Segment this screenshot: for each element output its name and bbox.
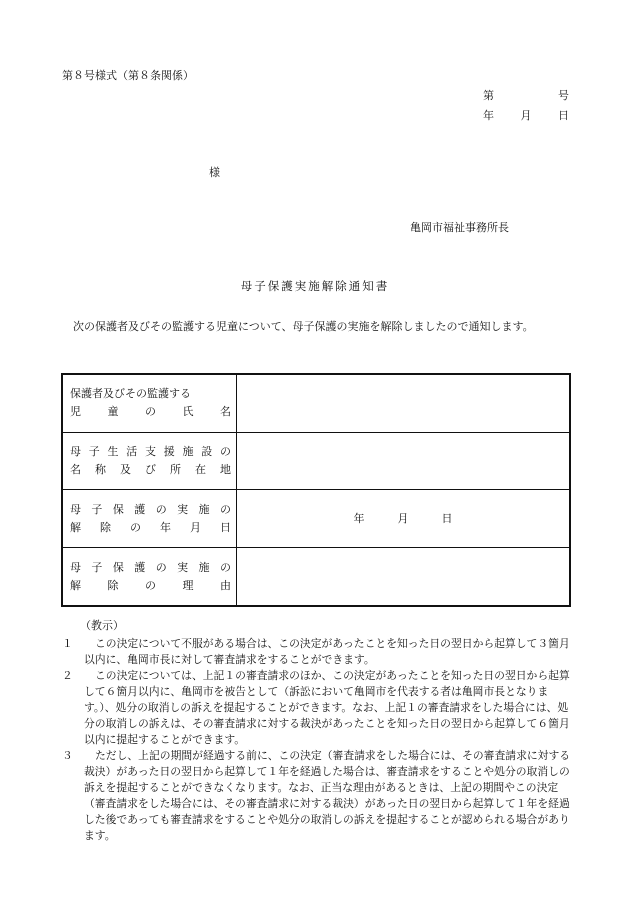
row-label-char: 名 xyxy=(70,463,81,477)
row-label-char: の xyxy=(219,560,231,574)
row-label-char: の xyxy=(130,520,141,534)
notice-heading: （教示） xyxy=(80,619,124,632)
row-label-char: 保 xyxy=(112,502,124,516)
row-label-char: 設 xyxy=(201,445,213,459)
date-year: 年 xyxy=(483,109,494,122)
table-row xyxy=(62,548,570,606)
row-label-char: の xyxy=(155,502,167,516)
row-label-char: 日 xyxy=(220,520,231,534)
row-label-char: 在 xyxy=(195,463,206,477)
row-label-line xyxy=(70,577,231,595)
row-label-char: 児 xyxy=(70,405,81,419)
row-label-char: 支 xyxy=(145,445,156,459)
row-label-char: 月 xyxy=(190,520,201,534)
notice-item-number: １ xyxy=(62,637,73,650)
table-row xyxy=(62,374,570,432)
row-label-char: 地 xyxy=(220,463,231,477)
document-number-line xyxy=(483,88,569,105)
number-suffix: 号 xyxy=(558,89,569,102)
row-label-char: 除 xyxy=(107,578,119,592)
row-value[interactable] xyxy=(237,374,571,432)
row-label-char: 実 xyxy=(177,502,189,516)
notice-item-number: ２ xyxy=(62,669,73,682)
row-label-char: 由 xyxy=(220,578,231,592)
notice-list xyxy=(62,636,574,844)
number-prefix: 第 xyxy=(483,89,494,102)
row-label-char: の xyxy=(219,502,231,516)
row-label-line xyxy=(70,403,231,421)
notice-item xyxy=(62,668,574,748)
row-label-char: 母 xyxy=(70,502,81,516)
row-label-line xyxy=(70,559,231,577)
row-label-char: 年 xyxy=(160,520,171,534)
row-label-char: 保護者及びその監護する xyxy=(70,387,191,401)
addressee-honorific: 様 xyxy=(209,166,220,179)
table-row xyxy=(62,490,570,548)
row-label xyxy=(62,490,237,548)
row-label-char: 氏 xyxy=(182,405,194,419)
row-label-char: の xyxy=(145,405,156,419)
row-label-char: の xyxy=(220,445,231,459)
row-label-char: 母 xyxy=(70,560,81,574)
row-value[interactable] xyxy=(237,432,571,490)
row-label-line xyxy=(70,501,231,519)
row-label-char: 生 xyxy=(107,445,119,459)
row-label-line xyxy=(70,443,231,461)
notice-item-text: この決定について不服がある場合は、この決定があったことを知った日の翌日から起算して３箇月以内に、亀岡市長に対して審査請求をすることができます。 xyxy=(84,637,570,666)
row-value[interactable] xyxy=(237,548,571,606)
row-label-char: 童 xyxy=(107,405,119,419)
row-label xyxy=(62,548,237,606)
row-label xyxy=(62,432,237,490)
form-id: 第８号様式（第８条関係） xyxy=(62,69,194,82)
notice-item-number: ３ xyxy=(62,749,73,762)
row-label-char: 解 xyxy=(70,520,81,534)
table-row xyxy=(62,432,570,490)
row-label-char: 保 xyxy=(112,560,124,574)
row-label xyxy=(62,374,237,432)
row-label-line xyxy=(70,461,231,479)
date-month: 月 xyxy=(520,109,532,122)
notice-item-text: ただし、上記の期間が経過する前に、この決定（審査請求をした場合には、その審査請求に対する裁決）があった日の翌日から起算して１年を経過した場合は、審査請求をすることや処分の取消しの訴えを提起することができなくなります。なお、正当な理由があるときは、上記の期間やこの決定（審査請求をした場合には、その審査請求に対する裁決）があった日の翌日から起算して１年を経過した後であっても審査請求をすることや処分の取消しの訴えを提起することが認められる場合があります。 xyxy=(84,749,571,842)
notice-item xyxy=(62,636,574,668)
row-label-char: 護 xyxy=(134,560,146,574)
row-label-char: 母 xyxy=(70,445,81,459)
row-value[interactable]: 年 月 日 xyxy=(237,490,571,548)
document-title: 母子保護実施解除通知書 xyxy=(240,279,390,293)
row-label-char: 護 xyxy=(134,502,146,516)
row-label-char: 子 xyxy=(88,445,100,459)
row-label-char: び xyxy=(145,463,156,477)
notice-table xyxy=(61,373,571,607)
row-label-char: 活 xyxy=(126,445,138,459)
row-label-char: 名 xyxy=(220,405,231,419)
notice-item xyxy=(62,748,574,844)
row-label-char: 実 xyxy=(177,560,189,574)
notice-item-text: この決定については、上記１の審査請求のほか、この決定があったことを知った日の翌日から起算して６箇月以内に、亀岡市を被告として（訴訟において亀岡市を代表する者は亀岡市長となります。）、処分の取消しの訴えを提起することができます。なお、上記１の審査請求をした場合には、処分の取消しの訴えは、その審査請求に対する裁決があったことを知った日の翌日から起算して６箇月以内に提起することができます。 xyxy=(84,669,570,746)
row-label-char: 理 xyxy=(182,578,194,592)
date-day: 日 xyxy=(558,109,569,122)
issue-date-line xyxy=(483,108,569,125)
row-label-char: 除 xyxy=(100,520,111,534)
row-label-line xyxy=(70,385,231,403)
row-label-char: の xyxy=(155,560,167,574)
row-label-char: 施 xyxy=(182,445,194,459)
intro-paragraph: 次の保護者及びその監護する児童について、母子保護の実施を解除しましたので通知します。 xyxy=(73,320,534,333)
row-label-char: 施 xyxy=(198,502,210,516)
sender-name: 亀岡市福祉事務所長 xyxy=(410,221,509,234)
row-label-char: 施 xyxy=(198,560,210,574)
row-label-char: 援 xyxy=(163,445,175,459)
row-label-char: の xyxy=(145,578,156,592)
row-label-char: 及 xyxy=(120,463,131,477)
row-label-char: 所 xyxy=(170,463,181,477)
row-label-line xyxy=(70,519,231,537)
row-label-char: 子 xyxy=(91,560,103,574)
row-label-char: 子 xyxy=(91,502,103,516)
row-label-char: 解 xyxy=(70,578,81,592)
row-label-char: 称 xyxy=(95,463,106,477)
